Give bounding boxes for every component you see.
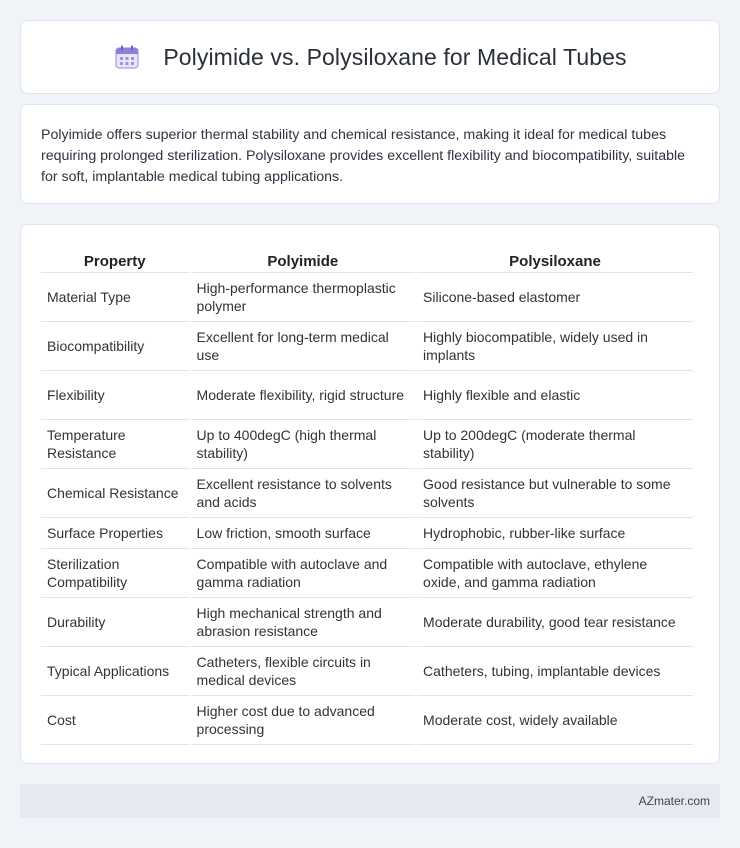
header-polysiloxane: Polysiloxane: [417, 245, 693, 273]
intro-card: [20, 104, 720, 204]
polyimide-cell: Up to 400degC (high thermal stability): [191, 420, 415, 469]
table-row: [41, 549, 693, 598]
polysiloxane-cell: Catheters, tubing, implantable devices: [417, 647, 693, 696]
polyimide-cell: High mechanical strength and abrasion resistance: [191, 598, 415, 647]
property-cell: Biocompatibility: [41, 322, 189, 371]
table-row: [41, 420, 693, 469]
polysiloxane-cell: Good resistance but vulnerable to some solvents: [417, 469, 693, 518]
table-row: [41, 696, 693, 745]
polysiloxane-cell: Hydrophobic, rubber-like surface: [417, 518, 693, 549]
table-header-row: [41, 245, 693, 273]
polyimide-cell: Low friction, smooth surface: [191, 518, 415, 549]
property-cell: Sterilization Compatibility: [41, 549, 189, 598]
polyimide-cell: Excellent resistance to solvents and acids: [191, 469, 415, 518]
table-row: [41, 598, 693, 647]
property-cell: Durability: [41, 598, 189, 647]
header-property: Property: [41, 245, 189, 273]
calendar-icon: [113, 43, 141, 71]
property-cell: Temperature Resistance: [41, 420, 189, 469]
polysiloxane-cell: Up to 200degC (moderate thermal stability): [417, 420, 693, 469]
polysiloxane-cell: Compatible with autoclave, ethylene oxide, and gamma radiation: [417, 549, 693, 598]
polyimide-cell: Catheters, flexible circuits in medical devices: [191, 647, 415, 696]
property-cell: Flexibility: [41, 371, 189, 420]
polyimide-cell: Higher cost due to advanced processing: [191, 696, 415, 745]
polyimide-cell: Excellent for long-term medical use: [191, 322, 415, 371]
polyimide-cell: Compatible with autoclave and gamma radiation: [191, 549, 415, 598]
table-row: [41, 518, 693, 549]
table-row: [41, 647, 693, 696]
header-polyimide: Polyimide: [191, 245, 415, 273]
polysiloxane-cell: Highly flexible and elastic: [417, 371, 693, 420]
polysiloxane-cell: Moderate durability, good tear resistance: [417, 598, 693, 647]
footer-bar: [20, 784, 720, 818]
polyimide-cell: Moderate flexibility, rigid structure: [191, 371, 415, 420]
footer-brand[interactable]: AZmater.com: [638, 794, 710, 808]
title-card: [20, 20, 720, 94]
polysiloxane-cell: Silicone-based elastomer: [417, 273, 693, 322]
comparison-table: [39, 245, 695, 745]
polysiloxane-cell: Moderate cost, widely available: [417, 696, 693, 745]
table-row: [41, 322, 693, 371]
property-cell: Material Type: [41, 273, 189, 322]
comparison-card: [20, 224, 720, 764]
property-cell: Surface Properties: [41, 518, 189, 549]
property-cell: Typical Applications: [41, 647, 189, 696]
table-row: [41, 469, 693, 518]
page-title: Polyimide vs. Polysiloxane for Medical Tubes: [163, 43, 627, 70]
polysiloxane-cell: Highly biocompatible, widely used in implants: [417, 322, 693, 371]
polyimide-cell: High-performance thermoplastic polymer: [191, 273, 415, 322]
intro-text: Polyimide offers superior thermal stability and chemical resistance, making it ideal for medical tubes requiring prolonged sterilization. Polysiloxane provides excellent flexibility and biocompatibility, suitable for soft, implantable medical tubing applications.: [41, 127, 686, 185]
table-row: [41, 273, 693, 322]
property-cell: Cost: [41, 696, 189, 745]
table-row: [41, 371, 693, 420]
property-cell: Chemical Resistance: [41, 469, 189, 518]
